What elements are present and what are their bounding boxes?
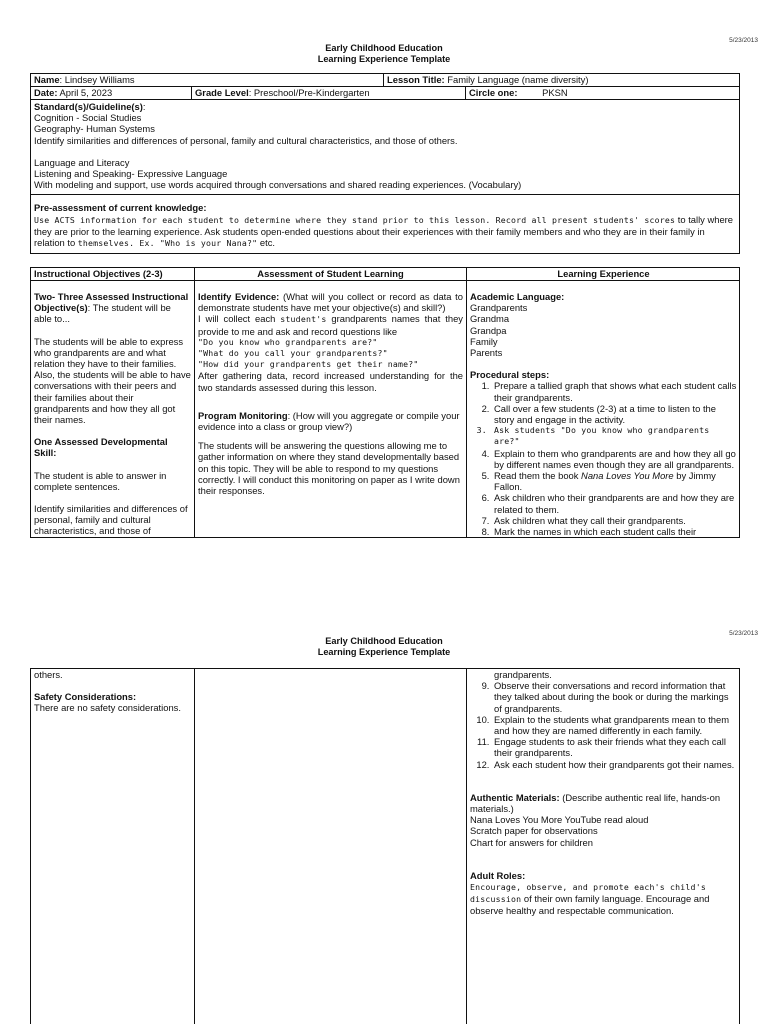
procedural-step: 7. Ask children what they call their grandparents. [492,515,737,526]
safety-text: There are no safety considerations. [34,702,181,714]
procedural-step: 8. Mark the names in which each student calls their [492,526,737,537]
academic-word: Parents [470,347,503,359]
procedural-step: 1. Prepare a tallied graph that shows what each student calls their grandparents. [492,380,737,402]
preassessment-label: Pre-assessment of current knowledge: [34,202,207,214]
circle-one-cell [465,87,739,99]
table-body-row [31,669,739,1024]
objective-text: The students will be able to express who grandparents are and what relation they have to their families. Also, the students will be able to have conversations with their peers and their families about their grandparents and how they all got their names. [34,335,191,426]
standards-line: With modeling and support, use words acquired through conversations and shared reading experiences. (Vocabulary) [34,179,522,191]
procedural-step: 2. Call over a few students (2-3) at a time to listen to the story and engage in the activity. [492,403,737,425]
procedural-step: 6. Ask children who their grandparents are and how they are related to them. [492,492,737,514]
evidence-text: I will collect each student's grandparents names that they provide to me and ask and record questions like [198,313,463,337]
grade-level-label: Grade Level [195,87,249,98]
standards-line: Identify similarities and differences of personal, family and cultural characteristics, and those of others. [34,134,458,146]
standards-line: Language and Literacy [34,156,130,168]
preassessment-text: Use ACTS information for each student to determine where they stand prior to this lesson. Record all present students' scores to tally where they are prior to the learning experience. Ask students open-ended questions about their experiences with their family members and who they are in their family in relation to themselves. Ex. "Who is your Nana?" etc. [34,213,734,249]
evidence-question: "What do you call your grandparents?" [198,348,388,359]
learning-table-continued [30,668,740,1024]
authentic-materials-heading: Authentic Materials: (Describe authentic real life, hands-on materials.) [470,791,721,815]
program-monitoring-heading: Program Monitoring: (How will you aggregate or compile your evidence into a class or group view?) [198,409,460,433]
circle-one-label: Circle one: [469,87,518,98]
header-table [30,73,740,254]
learning-table [30,267,740,538]
material-item: Nana Loves You More YouTube read aloud [470,814,649,826]
lesson-title-label: Lesson Title: [387,74,445,85]
page-2 [0,610,768,1024]
developmental-skill-text-2: Identify similarities and differences of personal, family and cultural characteristics, and those of [34,503,188,537]
procedural-step: 4. Explain to them who grandparents are and how they all go by different names even though they are all grandparents. [492,448,737,470]
book-title: Nana Loves You More [581,470,674,482]
procedural-steps-list [470,380,737,537]
name-row [31,74,739,87]
title-line-2: Learning Experience Template [317,647,451,657]
academic-language-heading: Academic Language: [470,291,565,302]
standards-spacer [34,146,736,157]
table-header-row [31,268,739,281]
procedural-steps-heading: Procedural steps: [470,369,550,381]
preassessment-section [31,201,739,253]
name-value: : Lindsey Williams [59,74,135,85]
header-objectives: Instructional Objectives (2-3) [34,268,163,279]
learning-experience-column [466,281,740,537]
safety-heading: Safety Considerations: [34,691,137,703]
procedural-step: 10. Explain to the students what grandparents mean to them and how they are named differently in each family. [492,714,737,736]
title-line-1: Early Childhood Education [325,636,443,646]
procedural-step: 12. Ask each student how their grandparents got their names. [492,759,737,770]
table-body-row [31,281,739,537]
academic-word: Grandpa [470,324,507,336]
assessment-column [194,669,466,1024]
procedural-step: 5. Read them the book Nana Loves You More by Jimmy Fallon. [492,470,737,492]
evidence-heading: Identify Evidence: (What will you collect or record as data to demonstrate students have met your objective(s) and skill?) [198,291,464,314]
objectives-column [31,281,194,537]
adult-roles-heading: Adult Roles: [470,869,526,881]
procedural-step: 11. Engage students to ask their friends what they each call their grandparents. [492,736,737,758]
date-cell [31,87,191,99]
procedural-step: 3. Ask students "Do you know who grandparents are?" [492,425,737,447]
evidence-question: "Do you know who grandparents are?" [198,336,378,347]
name-cell [31,74,383,86]
header-assessment: Assessment of Student Learning [194,268,466,280]
lesson-title-value: Family Language (name diversity) [444,74,589,85]
continued-text: grandparents. [494,669,552,680]
procedural-step: 9. Observe their conversations and record information that they talked about during the book or during the markings of grandparents. [492,680,737,714]
standards-line: Cognition - Social Studies [34,112,142,124]
academic-word: Family [470,335,498,347]
objective-heading: Two- Three Assessed Instructional Objective(s): The student will be able to... [34,291,189,325]
circle-one-value: PKSN [542,87,568,98]
evidence-question: "How did your grandparents get their name?" [198,359,419,370]
page-date: 5/23/2013 [729,630,758,637]
name-label: Name [34,74,60,85]
document-title [0,636,768,658]
after-gathering-text: After gathering data, record increased understanding for the two standards assessed during this lesson. [198,370,463,393]
learning-experience-column [466,669,740,1024]
grade-level-cell [191,87,465,99]
grade-level-value: : Preschool/Pre-Kindergarten [248,87,370,98]
material-item: Chart for answers for children [470,836,593,848]
objectives-column [31,669,194,1024]
title-line-2: Learning Experience Template [317,54,451,64]
assessment-column [194,281,466,537]
continued-text: others. [34,669,63,680]
lesson-title-cell [383,74,739,86]
header-learning-experience: Learning Experience [466,268,740,280]
developmental-skill-text: The student is able to answer in complete sentences. [34,469,167,492]
academic-word: Grandma [470,313,510,325]
title-line-1: Early Childhood Education [325,43,443,53]
academic-word: Grandparents [470,302,528,314]
adult-roles-text: Encourage, observe, and promote each's child's discussion of their own family language. Encourage and observe healthy and respectable communication. [470,882,710,917]
developmental-skill-heading: One Assessed Developmental Skill: [34,436,168,459]
standards-line: Listening and Speaking- Expressive Language [34,168,228,180]
procedural-steps-list [470,680,737,770]
program-monitoring-text: The students will be answering the questions allowing me to gather information on where they stand developmentally based on this topic. They will be able to respond to my questions correctly. I will conduct this monitoring on paper as I write down their responses. [198,440,460,497]
page-date: 5/23/2013 [729,37,758,44]
standards-label: Standard(s)/Guideline(s) [34,101,143,112]
material-item: Scratch paper for observations [470,825,598,837]
document-title [0,43,768,65]
date-label: Date: [34,87,58,98]
standards-line: Geography- Human Systems [34,123,155,135]
standards-section: Standard(s)/Guideline(s): Cognition - Social Studies Geography- Human Systems Identify similarities and differences of personal, family and cultural characteristics, and those of others. Language and Literacy Listening and Speaking- Expressive Language With modeling and support, use words acquired through conversations and shared reading experiences. (Vocabulary) [31,100,739,195]
date-value: April 5, 2023 [57,87,113,98]
date-row [31,87,739,100]
